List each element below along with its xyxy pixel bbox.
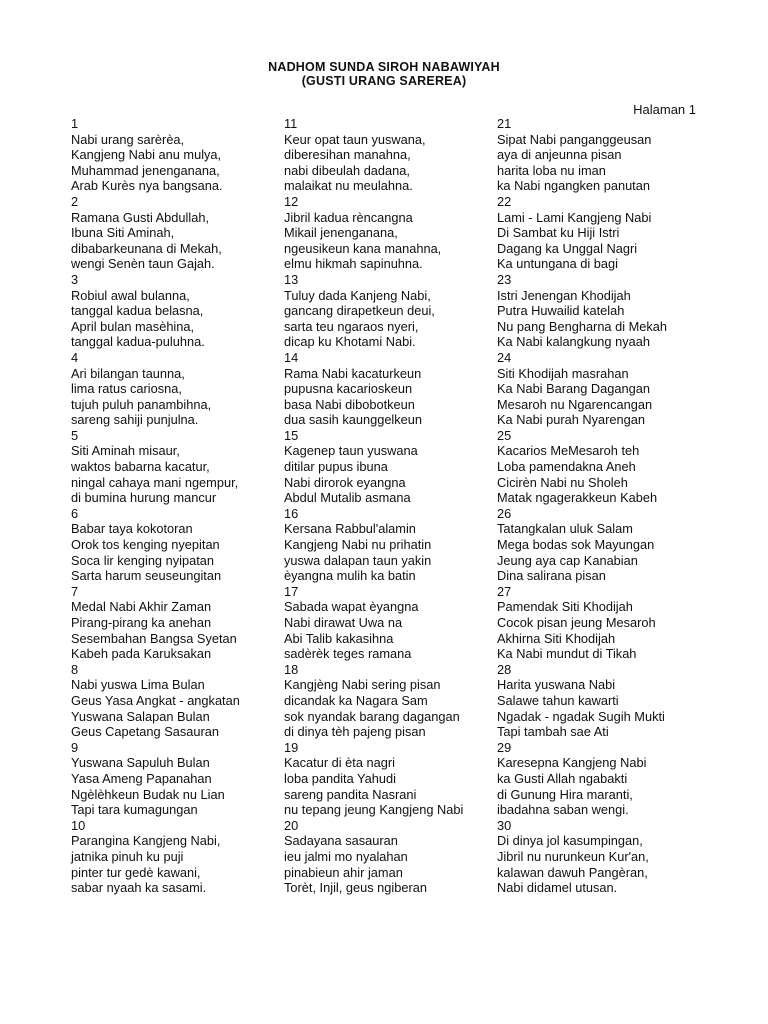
verse-line: Nabi dirawat Uwa na xyxy=(284,615,403,630)
verse-line: pinabieun ahir jaman xyxy=(284,864,403,880)
stanza-number: 4 xyxy=(71,349,79,365)
stanza-number: 13 xyxy=(284,271,299,287)
stanza-number: 11 xyxy=(284,116,298,131)
verse-line: Sadayana sasauran xyxy=(284,833,398,849)
verse-line: Nu pang Bengharna di Mekah xyxy=(497,318,668,334)
stanza-number: 21 xyxy=(497,116,512,131)
verse-line: Kagenep taun yuswana xyxy=(284,443,418,459)
verse-line: Ka Nabi mundut di Tikah xyxy=(497,646,637,662)
verse-line: Ka Nabi Barang Dagangan xyxy=(497,381,650,397)
verse-line: Nabi urang sarèrèa, xyxy=(71,131,185,147)
verse-line: tanggal kadua-puluhna. xyxy=(71,334,205,350)
verse-line: malaikat nu meulahna. xyxy=(284,178,413,194)
verse-line: sarta teu ngaraos nyeri, xyxy=(284,318,419,334)
verse-line: Jeung aya cap Kanabian xyxy=(497,552,638,568)
verse-line: tujuh puluh panambihna, xyxy=(71,396,212,412)
verse-line: Ramana Gusti Abdullah, xyxy=(71,209,210,225)
poem-column-2 xyxy=(284,116,499,896)
verse-line: Cocok pisan jeung Mesaroh xyxy=(497,615,656,630)
verse-line: Yasa Ameng Papanahan xyxy=(71,770,212,786)
verse-line: nu tepang jeung Kangjeng Nabi xyxy=(284,802,464,818)
verse-line: lima ratus cariosna, xyxy=(71,381,182,397)
verse-line: sadèrèk teges ramana xyxy=(284,646,412,662)
verse-line: ibadahna saban wengi. xyxy=(497,802,629,818)
verse-line: Parangina Kangjeng Nabi, xyxy=(71,833,221,849)
verse-line: Kersana Rabbul'alamin xyxy=(284,521,416,537)
verse-line: Nabi didamel utusan. xyxy=(497,880,618,896)
stanza-number: 15 xyxy=(284,427,299,443)
verse-line: Kangjeng Nabi nu prihatin xyxy=(284,537,432,553)
verse-line: Arab Kurès nya bangsana. xyxy=(71,178,223,194)
verse-line: basa Nabi dibobotkeun xyxy=(284,396,415,412)
verse-line: April bulan masèhina, xyxy=(71,318,195,334)
verse-line: Jibril kadua rèncangna xyxy=(284,209,413,225)
verse-line: Geus Capetang Sasauran xyxy=(71,724,219,740)
verse-line: Kacatur di èta nagri xyxy=(284,755,395,771)
verse-line: tanggal kadua belasna, xyxy=(71,303,204,319)
verse-line: loba pandita Yahudi xyxy=(284,770,396,786)
verse-line: sok nyandak barang dagangan xyxy=(284,708,460,724)
verse-line: dua sasih kaunggelkeun xyxy=(284,412,423,428)
verse-line: Tapi tara kumagungan xyxy=(71,802,198,818)
verse-line: Lami - Lami Kangjeng Nabi xyxy=(497,209,652,225)
stanza-number: 10 xyxy=(71,817,86,833)
verse-line: ditilar pupus ibuna xyxy=(284,459,388,475)
verse-line: ka Gusti Allah ngabakti xyxy=(497,770,628,786)
title-line-1: NADHOM SUNDA SIROH NABAWIYAH xyxy=(268,60,500,74)
verse-line: sareng pandita Nasrani xyxy=(284,786,417,802)
verse-line: Pamendak Siti Khodijah xyxy=(497,599,633,615)
verse-line: Yuswana Salapan Bulan xyxy=(71,708,210,724)
verse-line: Medal Nabi Akhir Zaman xyxy=(71,599,212,615)
verse-line: diberesihan manahna, xyxy=(284,147,411,163)
verse-line: Yuswana Sapuluh Bulan xyxy=(71,755,210,771)
verse-line: wengi Senèn taun Gajah. xyxy=(71,256,215,272)
stanza-number: 6 xyxy=(71,505,79,521)
stanza-number: 24 xyxy=(497,349,512,365)
verse-line: pinter tur gedè kawani, xyxy=(71,864,201,880)
verse-line: Sabada wapat èyangna xyxy=(284,599,419,615)
verse-line: Nabi yuswa Lima Bulan xyxy=(71,677,205,693)
stanza-number: 8 xyxy=(71,661,79,677)
verse-line: ngeusikeun kana manahna, xyxy=(284,240,442,256)
verse-line: Robiul awal bulanna, xyxy=(71,287,190,303)
verse-line: Nabi dirorok eyangna xyxy=(284,474,406,490)
stanza-number: 26 xyxy=(497,505,512,521)
verse-line: Matak ngagerakkeun Kabeh xyxy=(497,490,658,506)
verse-line: pupusna kacarioskeun xyxy=(284,381,413,397)
verse-line: Di Sambat ku Hiji Istri xyxy=(497,225,620,241)
verse-line: Tatangkalan uluk Salam xyxy=(497,521,633,537)
verse-line: Muhammad jenenganana, xyxy=(71,162,220,178)
stanza-number: 5 xyxy=(71,427,79,443)
stanza-number: 27 xyxy=(497,583,512,599)
verse-line: Mesaroh nu Ngarencangan xyxy=(497,396,653,412)
poem-column-1 xyxy=(71,116,286,896)
verse-line: Ibuna Siti Aminah, xyxy=(71,225,175,241)
verse-line: Ngèlèhkeun Budak nu Lian xyxy=(71,786,225,802)
verse-line: gancang dirapetkeun deui, xyxy=(284,303,435,319)
verse-line: Di dinya jol kasumpingan, xyxy=(497,833,643,849)
stanza-number: 17 xyxy=(284,583,299,599)
verse-line: Akhirna Siti Khodijah xyxy=(497,630,616,646)
verse-line: Kabeh pada Karuksakan xyxy=(71,646,212,662)
poem-column-3 xyxy=(497,116,712,896)
document-title xyxy=(0,60,768,88)
verse-line: Mikail jenenganana, xyxy=(284,225,398,241)
verse-line: Istri Jenengan Khodijah xyxy=(497,287,631,303)
verse-line: Cicirèn Nabi nu Sholeh xyxy=(497,474,628,490)
verse-line: ningal cahaya mani ngempur, xyxy=(71,474,239,490)
verse-line: Tapi tambah sae Ati xyxy=(497,724,609,740)
verse-line: Ngadak - ngadak Sugih Mukti xyxy=(497,708,665,724)
verse-line: Ka Nabi purah Nyarengan xyxy=(497,412,645,428)
verse-line: Geus Yasa Angkat - angkatan xyxy=(71,692,240,708)
verse-line: Dina salirana pisan xyxy=(497,568,606,584)
verse-line: Ari bilangan taunna, xyxy=(71,365,185,381)
stanza-number: 14 xyxy=(284,349,299,365)
verse-line: Harita yuswana Nabi xyxy=(497,677,616,693)
verse-line: Abi Talib kakasihna xyxy=(284,630,394,646)
verse-line: Kangjeng Nabi anu mulya, xyxy=(71,147,222,163)
stanza-number: 2 xyxy=(71,193,79,209)
stanza-number: 9 xyxy=(71,739,79,755)
verse-line: dicap ku Khotami Nabi. xyxy=(284,334,416,350)
verse-line: nabi dibeulah dadana, xyxy=(284,162,410,178)
verse-line: kalawan dawuh Pangèran, xyxy=(497,864,648,880)
stanza-number: 20 xyxy=(284,817,299,833)
stanza-number: 3 xyxy=(71,271,79,287)
verse-line: di dinya tèh pajeng pisan xyxy=(284,724,426,740)
verse-line: di bumina hurung mancur xyxy=(71,490,217,506)
verse-line: Kangjèng Nabi sering pisan xyxy=(284,677,441,693)
verse-line: Sipat Nabi panganggeusan xyxy=(497,131,652,147)
verse-line: Orok tos kenging nyepitan xyxy=(71,537,220,553)
stanza-number: 23 xyxy=(497,271,512,287)
verse-line: jatnika pinuh ku puji xyxy=(71,848,184,864)
verse-line: elmu hikmah sapinuhna. xyxy=(284,256,423,272)
verse-line: Kacarios MeMesaroh teh xyxy=(497,443,640,459)
verse-line: Mega bodas sok Mayungan xyxy=(497,537,655,553)
stanza-number: 7 xyxy=(71,583,79,599)
verse-line: Ka Nabi kalangkung nyaah xyxy=(497,334,650,350)
verse-line: Ka untungana di bagi xyxy=(497,256,618,272)
stanza-number: 19 xyxy=(284,739,299,755)
verse-line: Salawe tahun kawarti xyxy=(497,692,619,708)
verse-line: di Gunung Hira maranti, xyxy=(497,786,633,802)
stanza-number: 1 xyxy=(71,116,79,131)
stanza-number: 22 xyxy=(497,193,512,209)
verse-line: dicandak ka Nagara Sam xyxy=(284,692,428,708)
stanza-number: 16 xyxy=(284,505,299,521)
stanza-number: 25 xyxy=(497,427,512,443)
verse-line: yuswa dalapan taun yakin xyxy=(284,552,432,568)
verse-line: dibabarkeunana di Mekah, xyxy=(71,240,222,256)
title-line-2: (GUSTI URANG SAREREA) xyxy=(301,74,467,88)
verse-line: Pirang-pirang ka anehan xyxy=(71,615,212,630)
verse-line: sabar nyaah ka sasami. xyxy=(71,880,207,896)
verse-line: Siti Khodijah masrahan xyxy=(497,365,629,381)
stanza-number: 12 xyxy=(284,193,299,209)
verse-line: Dagang ka Unggal Nagri xyxy=(497,240,638,256)
verse-line: Siti Aminah misaur, xyxy=(71,443,180,459)
verse-line: ieu jalmi mo nyalahan xyxy=(284,848,408,864)
verse-line: harita loba nu iman xyxy=(497,162,606,178)
verse-line: Babar taya kokotoran xyxy=(71,521,193,537)
verse-line: Loba pamendakna Aneh xyxy=(497,459,636,475)
verse-line: Putra Huwailid katelah xyxy=(497,303,625,319)
verse-line: Torèt, Injil, geus ngiberan xyxy=(284,880,427,896)
verse-line: Abdul Mutalib asmana xyxy=(284,490,411,506)
verse-line: sareng sahiji punjulna. xyxy=(71,412,199,428)
verse-line: Keur opat taun yuswana, xyxy=(284,131,426,147)
stanza-number: 28 xyxy=(497,661,512,677)
verse-line: èyangna mulih ka batin xyxy=(284,568,416,584)
stanza-number: 18 xyxy=(284,661,299,677)
verse-line: ka Nabi ngangken panutan xyxy=(497,178,650,194)
page-label: Halaman 1 xyxy=(633,102,696,117)
stanza-number: 30 xyxy=(497,817,512,833)
verse-line: waktos babarna kacatur, xyxy=(71,459,210,475)
verse-line: Rama Nabi kacaturkeun xyxy=(284,365,422,381)
stanza-number: 29 xyxy=(497,739,512,755)
verse-line: aya di anjeunna pisan xyxy=(497,147,622,163)
verse-line: Tuluy dada Kanjeng Nabi, xyxy=(284,287,431,303)
verse-line: Sesembahan Bangsa Syetan xyxy=(71,630,237,646)
verse-line: Soca lir kenging nyipatan xyxy=(71,552,214,568)
verse-line: Sarta harum seuseungitan xyxy=(71,568,222,584)
verse-line: Karesepna Kangjeng Nabi xyxy=(497,755,647,771)
verse-line: Jibril nu nurunkeun Kur'an, xyxy=(497,848,649,864)
